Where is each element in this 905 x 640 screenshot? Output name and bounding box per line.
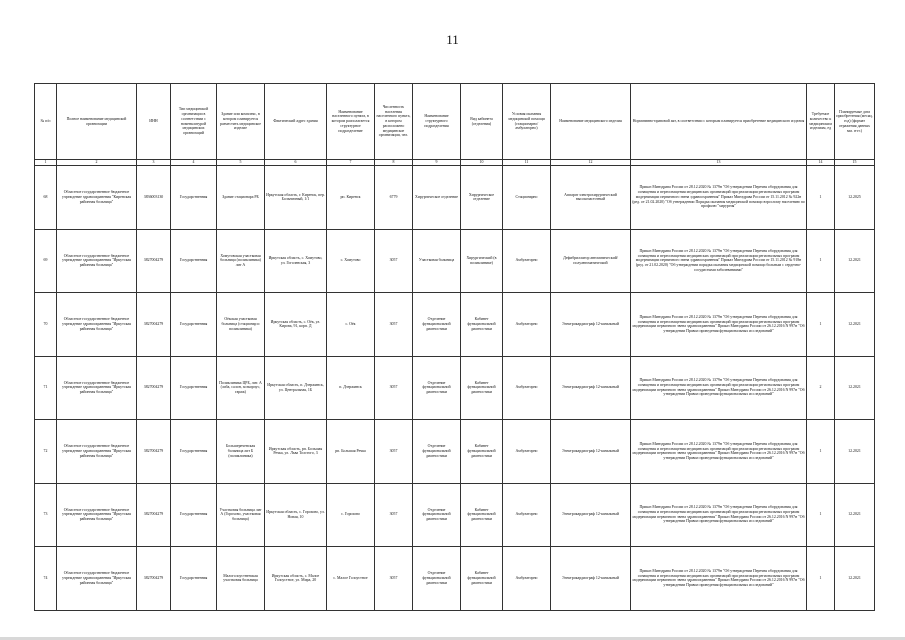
unit: Участковая больница <box>413 229 461 293</box>
building: Большереченская больница лит Б (поликлиника) <box>217 420 265 484</box>
conditions: Амбулаторно <box>503 356 551 420</box>
address: Иркутская область, с. Оёк, ул. Кирова, 91, корп. Д <box>265 293 327 357</box>
org-type: Государственная <box>171 356 217 420</box>
planned-date: 12.2021 <box>835 356 875 420</box>
planned-date: 12.2021 <box>835 420 875 484</box>
inn: 3827004279 <box>137 229 171 293</box>
unit: Хирургическое отделение <box>413 166 461 230</box>
planned-date: 12.2021 <box>835 293 875 357</box>
header-row <box>35 84 875 160</box>
conditions: Амбулаторно <box>503 420 551 484</box>
column-number: 1 <box>35 160 57 166</box>
unit: Отделение функциональной диагностики <box>413 420 461 484</box>
inn: 3827004279 <box>137 547 171 611</box>
cabinet: Кабинет функциональной диагностики <box>461 356 503 420</box>
table-row <box>35 483 875 547</box>
device: Электрокардиограф 12-канальный <box>551 483 631 547</box>
inn: 3827004279 <box>137 293 171 357</box>
cabinet: Кабинет функциональной диагностики <box>461 293 503 357</box>
device: Электрокардиограф 12-канальный <box>551 420 631 484</box>
column-number: 11 <box>503 160 551 166</box>
table-row <box>35 166 875 230</box>
cabinet: Хирургическое отделение <box>461 166 503 230</box>
device: Дефибриллятор автоматический/полуавтоматический <box>551 229 631 293</box>
address: Иркутская область, рп. Большая Речка, ул. Льва Толстого, 3 <box>265 420 327 484</box>
building: Здание стационара РБ <box>217 166 265 230</box>
population: 3057 <box>375 483 413 547</box>
org-name: Областное государственное бюджетное учреждение здравоохранения "Иркутская районная больница" <box>57 547 137 611</box>
address: Иркутская область, г. Киренск, пер. Больничный, 1/1 <box>265 166 327 230</box>
org-type: Государственная <box>171 483 217 547</box>
settlement: рп. Киренск <box>327 166 375 230</box>
unit: Отделение функциональной диагностики <box>413 483 461 547</box>
building: Поликлиника ЦРБ, лит. А (лаба, салон, хозкорпус, гараж) <box>217 356 265 420</box>
row-number: 71 <box>35 356 57 420</box>
quantity: 1 <box>807 420 835 484</box>
quantity: 1 <box>807 166 835 230</box>
population: 3057 <box>375 356 413 420</box>
settlement: с. Оёк <box>327 293 375 357</box>
legal-act: Приказ Минздрава России от 28.12.2020 № 1379н "Об утверждении Перечня оборудования для оснащения и переоснащения медицинских организаций при реализации региональных программ модернизации первичного звена здравоохранения" Приказ Минздрава России от 15.11.2012 № 922н (ред. от 21.02.2020) "Об утверждении Порядка оказания медицинской помощи взрослому населению по профилю "хирургия" <box>631 166 807 230</box>
cabinet: Хирургический (в поликлинике) <box>461 229 503 293</box>
quantity: 1 <box>807 483 835 547</box>
quantity: 1 <box>807 293 835 357</box>
legal-act: Приказ Минздрава России от 28.12.2020 № 1379н "Об утверждении Перечня оборудования для оснащения и переоснащения медицинских организаций при реализации региональных программ модернизации первичного звена здравоохранения" Приказ Минздрава России от 26.12.2016 N 997н "Об утверждении Правил проведения функциональных исследований" <box>631 547 807 611</box>
building: Малоголоустненская участковая больница <box>217 547 265 611</box>
org-name: Областное государственное бюджетное учреждение здравоохранения "Иркутская районная больница" <box>57 420 137 484</box>
population: 6779 <box>375 166 413 230</box>
column-number: 2 <box>57 160 137 166</box>
legal-act: Приказ Минздрава России от 28.12.2020 № 1379н "Об утверждении Перечня оборудования для оснащения и переоснащения медицинских организаций при реализации региональных программ модернизации первичного звена здравоохранения" Приказ Минздрава России от 26.12.2016 N 997н "Об утверждении Правил проведения функциональных исследований" <box>631 293 807 357</box>
org-name: Областное государственное бюджетное учреждение здравоохранения "Иркутская районная больница" <box>57 483 137 547</box>
header-cell: Тип медицинской организации в соответствии с номенклатурой медицинских организаций <box>171 84 217 160</box>
address: Иркутская область, с. Малое Голоустное, ул. Мира, 20 <box>265 547 327 611</box>
inn: 3827004279 <box>137 420 171 484</box>
row-number: 73 <box>35 483 57 547</box>
population: 3057 <box>375 547 413 611</box>
legal-act: Приказ Минздрава России от 28.12.2020 № 1379н "Об утверждении Перечня оборудования для оснащения и переоснащения медицинских организаций при реализации региональных программ модернизации первичного звена здравоохранения" Приказ Минздрава России от 15.11.2012 № 918н (ред. от 21.02.2020) "Об утверждении порядка оказания медицинской помощи больным с сердечно-сосудистыми заболеваниями" <box>631 229 807 293</box>
address: Иркутская область, с. Горохово, ул. Новая, 10 <box>265 483 327 547</box>
table-row <box>35 420 875 484</box>
planned-date: 12.2021 <box>835 547 875 611</box>
settlement: рп. Большая Речка <box>327 420 375 484</box>
cabinet: Кабинет функциональной диагностики <box>461 483 503 547</box>
inn: 3827004279 <box>137 483 171 547</box>
org-type: Государственная <box>171 547 217 611</box>
quantity: 2 <box>807 356 835 420</box>
column-number: 9 <box>413 160 461 166</box>
settlement: с. Малое Голоустное <box>327 547 375 611</box>
header-cell: Фактический адрес здания <box>265 84 327 160</box>
legal-act: Приказ Минздрава России от 28.12.2020 № 1379н "Об утверждении Перечня оборудования для оснащения и переоснащения медицинских организаций при реализации региональных программ модернизации первичного звена здравоохранения" Приказ Минздрава России от 26.12.2016 N 997н "Об утверждении Правил проведения функциональных исследований" <box>631 356 807 420</box>
quantity: 1 <box>807 229 835 293</box>
org-type: Государственная <box>171 229 217 293</box>
conditions: Амбулаторно <box>503 547 551 611</box>
header-cell: Условия оказания медицинской помощи (стационарно/амбулаторно) <box>503 84 551 160</box>
legal-act: Приказ Минздрава России от 28.12.2020 № 1379н "Об утверждении Перечня оборудования для оснащения и переоснащения медицинских организаций при реализации региональных программ модернизации первичного звена здравоохранения" Приказ Минздрава России от 26.12.2016 N 997н "Об утверждении Правил проведения функциональных исследований" <box>631 483 807 547</box>
header-cell: Наименование структурного подразделения <box>413 84 461 160</box>
org-name: Областное государственное бюджетное учреждение здравоохранения "Киренская районная больница" <box>57 166 137 230</box>
org-type: Государственная <box>171 420 217 484</box>
inn: 3827004279 <box>137 356 171 420</box>
planned-date: 12.2021 <box>835 483 875 547</box>
population: 3057 <box>375 293 413 357</box>
inn: 3836003130 <box>137 166 171 230</box>
column-number: 14 <box>807 160 835 166</box>
header-cell: Здание или комплекс, в котором планируется разместить медицинское изделие <box>217 84 265 160</box>
row-number: 74 <box>35 547 57 611</box>
device: Электрокардиограф 12-канальный <box>551 547 631 611</box>
planned-date: 12.2025 <box>835 166 875 230</box>
unit: Отделение функциональной диагностики <box>413 547 461 611</box>
header-cell: Наименование медицинского изделия <box>551 84 631 160</box>
header-cell: Наименование населенного пункта, в котором располагается структурное подразделение <box>327 84 375 160</box>
cabinet: Кабинет функциональной диагностики <box>461 420 503 484</box>
column-number: 10 <box>461 160 503 166</box>
unit: Отделение функциональной диагностики <box>413 356 461 420</box>
device: Электрокардиограф 12-канальный <box>551 293 631 357</box>
conditions: Амбулаторно <box>503 229 551 293</box>
address: Иркутская область, п. Дзержинск, ул. Центральная, 1Б <box>265 356 327 420</box>
conditions: Амбулаторно <box>503 293 551 357</box>
header-cell: Планируемые дата приобретения (месяц, год) (формат отражения данных мм. гггг.) <box>835 84 875 160</box>
table-row <box>35 293 875 357</box>
device: Электрокардиограф 12-канальный <box>551 356 631 420</box>
population: 3057 <box>375 420 413 484</box>
header-cell: Вид кабинета (отделения) <box>461 84 503 160</box>
table-row <box>35 547 875 611</box>
settlement: с. Хомутово <box>327 229 375 293</box>
legal-act: Приказ Минздрава России от 28.12.2020 № 1379н "Об утверждении Перечня оборудования для оснащения и переоснащения медицинских организаций при реализации региональных программ модернизации первичного звена здравоохранения" Приказ Минздрава России от 26.12.2016 N 997н "Об утверждении Правил проведения функциональных исследований" <box>631 420 807 484</box>
column-number: 5 <box>217 160 265 166</box>
org-name: Областное государственное бюджетное учреждение здравоохранения "Иркутская районная больница" <box>57 229 137 293</box>
table-row <box>35 229 875 293</box>
settlement: с. Горохово <box>327 483 375 547</box>
row-number: 68 <box>35 166 57 230</box>
column-number: 12 <box>551 160 631 166</box>
conditions: Амбулаторно <box>503 483 551 547</box>
population: 3057 <box>375 229 413 293</box>
column-number: 8 <box>375 160 413 166</box>
building: Хомутовская участковая больница (поликлиника) лит А <box>217 229 265 293</box>
conditions: Стационарно <box>503 166 551 230</box>
column-number: 6 <box>265 160 327 166</box>
equipment-table <box>34 83 875 611</box>
header-cell: ИНН <box>137 84 171 160</box>
column-number: 13 <box>631 160 807 166</box>
row-number: 69 <box>35 229 57 293</box>
header-cell: Нормативно-правовой акт, в соответствии с которым планируется приобретение медицинского изделия <box>631 84 807 160</box>
header-cell: Численность населения населенного пункта, в котором расположено медицинское организации, чел. <box>375 84 413 160</box>
org-name: Областное государственное бюджетное учреждение здравоохранения "Иркутская районная больница" <box>57 356 137 420</box>
column-number: 4 <box>171 160 217 166</box>
cabinet: Кабинет функциональной диагностики <box>461 547 503 611</box>
column-number: 15 <box>835 160 875 166</box>
column-number: 7 <box>327 160 375 166</box>
device: Аппарат электрохирургический высокочастотный <box>551 166 631 230</box>
header-cell: Требуемое количество к медицинским изделиям, ед <box>807 84 835 160</box>
row-number: 70 <box>35 293 57 357</box>
org-type: Государственная <box>171 293 217 357</box>
row-number: 72 <box>35 420 57 484</box>
unit: Отделение функциональной диагностики <box>413 293 461 357</box>
table-row <box>35 356 875 420</box>
address: Иркутская область, с. Хомутово, ул. Гоголевская, 3 <box>265 229 327 293</box>
header-cell: Полное наименование медицинской организации <box>57 84 137 160</box>
org-name: Областное государственное бюджетное учреждение здравоохранения "Иркутская районная больница" <box>57 293 137 357</box>
org-type: Государственная <box>171 166 217 230</box>
building: Участковая больница лит А (Горохово, участковая больница) <box>217 483 265 547</box>
planned-date: 12.2021 <box>835 229 875 293</box>
header-cell: № п/п <box>35 84 57 160</box>
quantity: 1 <box>807 547 835 611</box>
settlement: п. Дзержинск <box>327 356 375 420</box>
building: Оёкская участковая больница (стационар и поликлиника) <box>217 293 265 357</box>
column-number: 3 <box>137 160 171 166</box>
page-number: 11 <box>446 32 459 47</box>
